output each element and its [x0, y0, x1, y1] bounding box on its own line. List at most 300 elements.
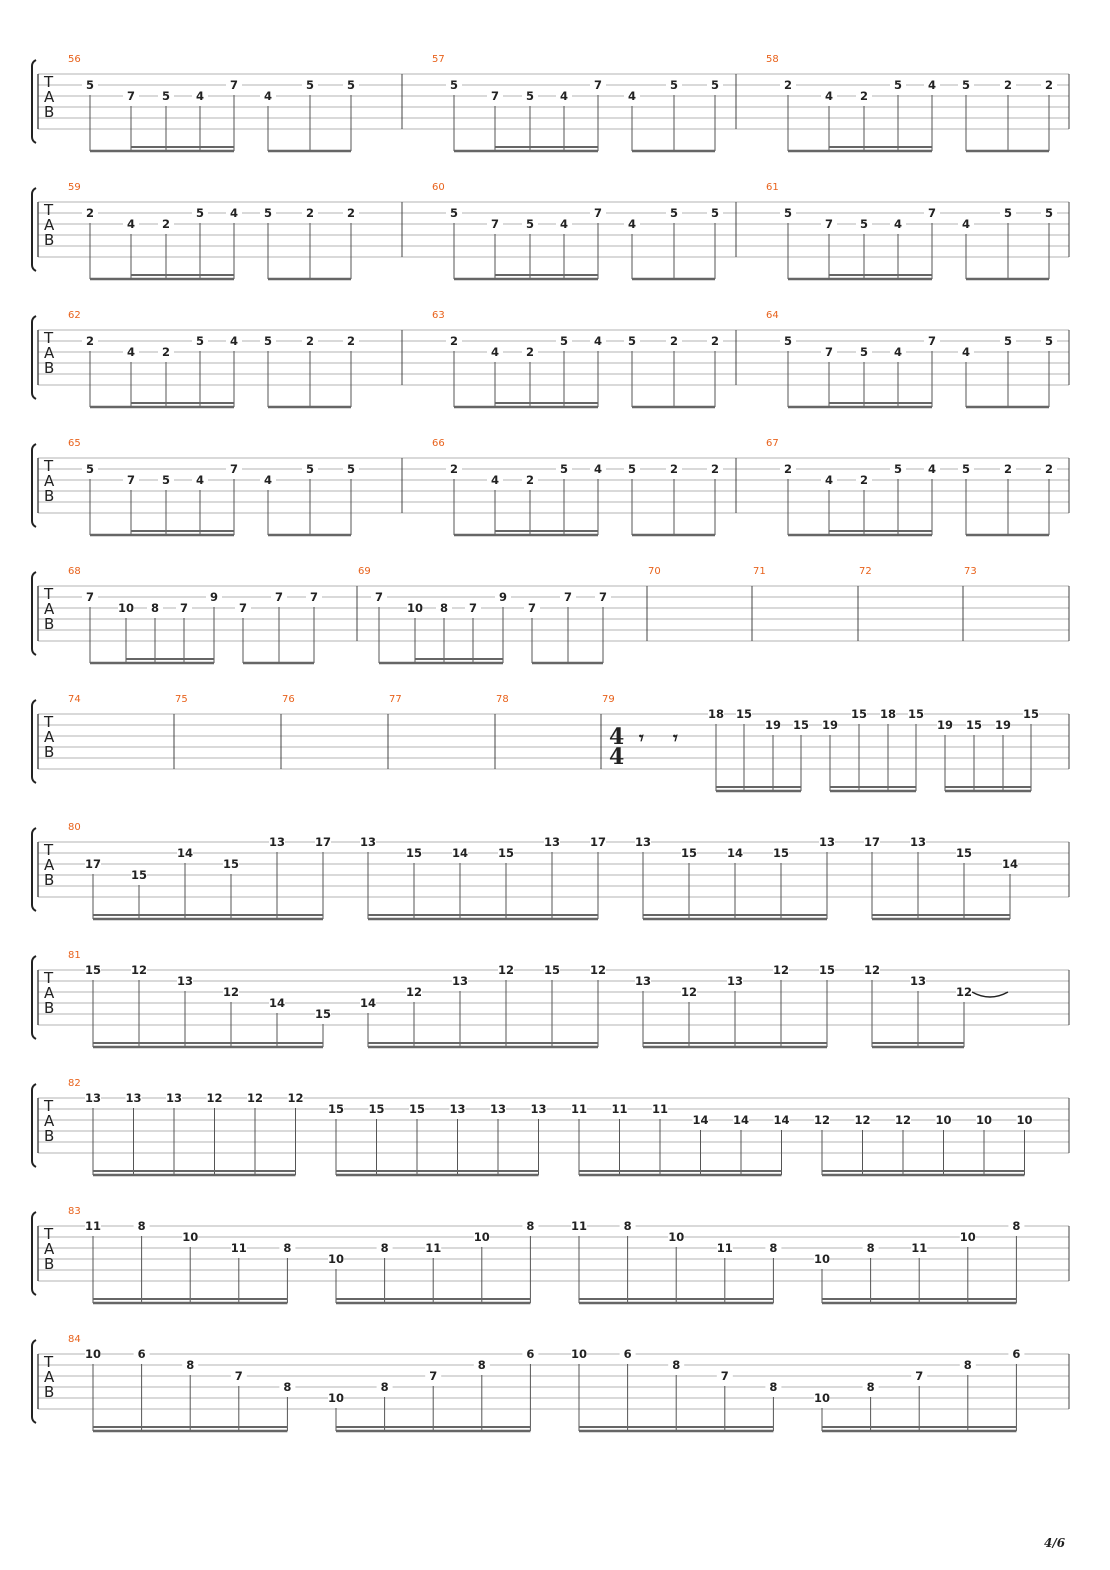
tab-clef-letter: A	[44, 728, 55, 746]
system-bracket	[32, 444, 36, 527]
fret-number: 8	[1012, 1219, 1021, 1233]
fret-number: 4	[195, 89, 205, 103]
fret-number: 15	[497, 846, 515, 860]
fret-number: 10	[935, 1113, 952, 1127]
fret-number: 8	[672, 1358, 681, 1372]
system-bracket	[32, 60, 36, 143]
tab-clef-letter: B	[44, 871, 55, 889]
tab-clef-letter: B	[44, 1127, 55, 1145]
fret-number: 13	[489, 1102, 507, 1116]
fret-number: 11	[716, 1241, 733, 1255]
fret-number: 15	[84, 963, 102, 977]
tab-clef-letter: T	[44, 1225, 54, 1243]
fret-number: 5	[559, 462, 569, 476]
system-68-73	[32, 566, 1069, 663]
fret-number: 2	[1003, 462, 1013, 476]
fret-number: 18	[879, 707, 897, 721]
fret-number: 2	[859, 89, 869, 103]
tab-clef-letter: T	[44, 457, 54, 475]
system-80	[32, 822, 1069, 919]
measure-number: 69	[358, 566, 371, 577]
system-62-64	[32, 310, 1069, 407]
tab-clef-letter: B	[44, 743, 55, 761]
fret-number: 8	[769, 1380, 778, 1394]
fret-number: 2	[449, 462, 459, 476]
fret-number: 4	[893, 217, 903, 231]
tab-clef-letter: A	[44, 1112, 55, 1130]
fret-number: 14	[732, 1113, 750, 1127]
fret-number: 12	[955, 985, 973, 999]
fret-number: 2	[783, 78, 793, 92]
fret-number: 5	[859, 217, 869, 231]
measure-number: 67	[766, 438, 779, 449]
measure-number: 66	[432, 438, 445, 449]
fret-number: 11	[84, 1219, 102, 1233]
tab-clef-letter: A	[44, 984, 55, 1002]
fret-number: 10	[570, 1347, 588, 1361]
fret-number: 11	[651, 1102, 669, 1116]
fret-number: 15	[405, 846, 423, 860]
fret-number: 5	[710, 206, 720, 220]
fret-number: 11	[911, 1241, 928, 1255]
fret-number: 5	[85, 78, 95, 92]
fret-number: 2	[1044, 462, 1054, 476]
tab-clef-letter: T	[44, 713, 54, 731]
fret-number: 14	[773, 1113, 790, 1127]
measure-number: 63	[432, 310, 445, 321]
fret-number: 5	[627, 334, 637, 348]
fret-number: 5	[161, 473, 171, 487]
tab-clef-letter: T	[44, 841, 54, 859]
fret-number: 7	[593, 206, 603, 220]
fret-number: 15	[907, 707, 925, 721]
fret-number: 7	[229, 462, 239, 476]
fret-number: 14	[359, 996, 377, 1010]
fret-number: 8	[186, 1358, 195, 1372]
measure-number: 83	[68, 1206, 81, 1217]
tab-clef-letter: B	[44, 487, 55, 505]
fret-number: 7	[490, 217, 500, 231]
fret-number: 7	[824, 345, 834, 359]
system-65-67	[32, 438, 1069, 535]
fret-number: 5	[525, 217, 535, 231]
fret-number: 13	[451, 974, 469, 988]
fret-number: 17	[84, 857, 102, 871]
fret-number: 5	[346, 78, 356, 92]
measure-number: 58	[766, 54, 779, 65]
fret-number: 10	[327, 1252, 345, 1266]
fret-number: 7	[563, 590, 573, 604]
fret-number: 13	[125, 1091, 142, 1105]
fret-number: 8	[380, 1380, 389, 1394]
fret-number: 8	[866, 1241, 875, 1255]
fret-number: 2	[525, 345, 535, 359]
fret-number: 15	[735, 707, 753, 721]
fret-number: 5	[263, 206, 273, 220]
fret-number: 8	[283, 1241, 292, 1255]
tab-clef-letter: T	[44, 1353, 54, 1371]
fret-number: 12	[589, 963, 607, 977]
fret-number: 13	[449, 1102, 466, 1116]
fret-number: 13	[818, 835, 836, 849]
fret-number: 5	[893, 462, 903, 476]
measure-number: 72	[859, 566, 872, 577]
measure-number: 73	[964, 566, 977, 577]
fret-number: 4	[627, 217, 637, 231]
tab-clef-letter: A	[44, 344, 55, 362]
fret-number: 15	[818, 963, 836, 977]
tab-clef-letter: B	[44, 999, 55, 1017]
system-bracket	[32, 1084, 36, 1167]
fret-number: 12	[222, 985, 240, 999]
fret-number: 5	[1003, 334, 1013, 348]
fret-number: 6	[623, 1347, 632, 1361]
system-bracket	[32, 700, 36, 783]
fret-number: 4	[961, 345, 971, 359]
tab-clef-letter: A	[44, 1240, 55, 1258]
svg-text:4: 4	[609, 744, 625, 770]
fret-number: 2	[710, 334, 720, 348]
fret-number: 15	[965, 718, 983, 732]
fret-number: 12	[130, 963, 148, 977]
fret-number: 4	[593, 462, 603, 476]
fret-number: 5	[449, 206, 459, 220]
fret-number: 10	[327, 1391, 345, 1405]
fret-number: 19	[764, 718, 782, 732]
fret-number: 7	[915, 1369, 924, 1383]
fret-number: 5	[627, 462, 637, 476]
fret-number: 5	[783, 334, 793, 348]
svg-text:4: 4	[609, 724, 625, 750]
fret-number: 4	[263, 89, 273, 103]
fret-number: 11	[230, 1241, 247, 1255]
fret-number: 14	[268, 996, 286, 1010]
system-82	[32, 1078, 1069, 1175]
fret-number: 11	[570, 1102, 588, 1116]
fret-number: 17	[314, 835, 332, 849]
measure-number: 74	[68, 694, 81, 705]
tab-clef-letter: B	[44, 1383, 55, 1401]
fret-number: 15	[850, 707, 868, 721]
fret-number: 2	[85, 206, 95, 220]
system-bracket	[32, 828, 36, 911]
fret-number: 11	[611, 1102, 628, 1116]
fret-number: 15	[314, 1007, 332, 1021]
fret-number: 2	[85, 334, 95, 348]
fret-number: 10	[959, 1230, 976, 1244]
fret-number: 7	[179, 601, 189, 615]
fret-number: 5	[263, 334, 273, 348]
system-59-61	[32, 182, 1069, 279]
tab-clef-letter: A	[44, 216, 55, 234]
tab-clef-letter: A	[44, 600, 55, 618]
fret-number: 4	[490, 345, 500, 359]
fret-number: 14	[451, 846, 469, 860]
measure-number: 64	[766, 310, 779, 321]
tab-clef-letter: B	[44, 359, 55, 377]
fret-number: 15	[543, 963, 561, 977]
tab-clef-letter: A	[44, 856, 55, 874]
tie-mark	[972, 992, 1008, 997]
fret-number: 7	[274, 590, 284, 604]
fret-number: 5	[525, 89, 535, 103]
measure-number: 80	[68, 822, 81, 833]
fret-number: 4	[126, 217, 136, 231]
fret-number: 5	[559, 334, 569, 348]
fret-number: 8	[769, 1241, 778, 1255]
fret-number: 11	[425, 1241, 442, 1255]
fret-number: 8	[150, 601, 160, 615]
fret-number: 13	[176, 974, 194, 988]
eighth-rest: 𝄾	[673, 728, 678, 749]
fret-number: 4	[490, 473, 500, 487]
fret-number: 2	[783, 462, 793, 476]
fret-number: 5	[305, 78, 315, 92]
fret-number: 8	[963, 1358, 972, 1372]
fret-number: 8	[137, 1219, 146, 1233]
time-signature	[609, 724, 624, 770]
fret-number: 10	[1016, 1113, 1033, 1127]
fret-number: 2	[305, 206, 315, 220]
fret-number: 13	[165, 1091, 183, 1105]
fret-number: 4	[893, 345, 903, 359]
measure-number: 81	[68, 950, 81, 961]
fret-number: 6	[526, 1347, 535, 1361]
fret-number: 10	[117, 601, 135, 615]
fret-number: 15	[1022, 707, 1040, 721]
measure-number: 56	[68, 54, 81, 65]
fret-number: 15	[327, 1102, 345, 1116]
fret-number: 8	[623, 1219, 632, 1233]
fret-number: 8	[477, 1358, 486, 1372]
fret-number: 5	[961, 78, 971, 92]
fret-number: 2	[710, 462, 720, 476]
fret-number: 12	[680, 985, 698, 999]
fret-number: 11	[570, 1219, 588, 1233]
fret-number: 7	[429, 1369, 438, 1383]
tab-clef-letter: T	[44, 969, 54, 987]
fret-number: 10	[813, 1391, 831, 1405]
fret-number: 5	[1044, 334, 1054, 348]
fret-number: 18	[707, 707, 725, 721]
system-56-58	[32, 54, 1069, 151]
fret-number: 7	[374, 590, 384, 604]
fret-number: 5	[195, 206, 205, 220]
fret-number: 15	[130, 868, 148, 882]
fret-number: 13	[543, 835, 561, 849]
fret-number: 8	[380, 1241, 389, 1255]
measure-number: 61	[766, 182, 779, 193]
fret-number: 4	[627, 89, 637, 103]
fret-number: 8	[866, 1380, 875, 1394]
fret-number: 15	[792, 718, 810, 732]
measure-number: 65	[68, 438, 81, 449]
fret-number: 14	[726, 846, 744, 860]
fret-number: 19	[994, 718, 1012, 732]
measure-number: 60	[432, 182, 445, 193]
fret-number: 4	[263, 473, 273, 487]
fret-number: 15	[955, 846, 973, 860]
tab-clef-letter: T	[44, 1097, 54, 1115]
fret-number: 4	[229, 206, 239, 220]
measure-number: 70	[648, 566, 661, 577]
fret-number: 12	[813, 1113, 831, 1127]
tab-clef-letter: T	[44, 329, 54, 347]
fret-number: 7	[527, 601, 537, 615]
fret-number: 2	[305, 334, 315, 348]
tab-clef-letter: T	[44, 73, 54, 91]
measure-number: 82	[68, 1078, 81, 1089]
fret-number: 2	[669, 334, 679, 348]
fret-number: 15	[680, 846, 698, 860]
fret-number: 4	[824, 89, 834, 103]
fret-number: 15	[772, 846, 790, 860]
fret-number: 14	[692, 1113, 709, 1127]
fret-number: 7	[824, 217, 834, 231]
fret-number: 17	[589, 835, 607, 849]
fret-number: 17	[863, 835, 881, 849]
fret-number: 19	[936, 718, 954, 732]
system-81	[32, 950, 1069, 1047]
system-83	[32, 1206, 1069, 1303]
fret-number: 10	[473, 1230, 490, 1244]
fret-number: 10	[975, 1113, 993, 1127]
fret-number: 8	[439, 601, 449, 615]
fret-number: 7	[927, 334, 937, 348]
fret-number: 2	[1044, 78, 1054, 92]
fret-number: 9	[209, 590, 219, 604]
fret-number: 2	[669, 462, 679, 476]
measure-number: 62	[68, 310, 81, 321]
fret-number: 10	[813, 1252, 831, 1266]
system-bracket	[32, 1212, 36, 1295]
system-bracket	[32, 956, 36, 1039]
measure-number: 57	[432, 54, 445, 65]
fret-number: 12	[772, 963, 790, 977]
fret-number: 6	[1012, 1347, 1021, 1361]
fret-number: 13	[359, 835, 377, 849]
fret-number: 10	[668, 1230, 685, 1244]
fret-number: 12	[287, 1091, 304, 1105]
fret-number: 5	[669, 78, 679, 92]
tab-clef-letter: A	[44, 1368, 55, 1386]
fret-number: 12	[246, 1091, 264, 1105]
system-bracket	[32, 316, 36, 399]
tab-clef-letter: A	[44, 88, 55, 106]
fret-number: 5	[449, 78, 459, 92]
fret-number: 5	[961, 462, 971, 476]
eighth-rest: 𝄾	[639, 728, 644, 749]
tab-clef-letter: A	[44, 472, 55, 490]
measure-number: 75	[175, 694, 188, 705]
fret-number: 5	[1003, 206, 1013, 220]
fret-number: 5	[305, 462, 315, 476]
system-bracket	[32, 572, 36, 655]
fret-number: 14	[1001, 857, 1019, 871]
fret-number: 7	[309, 590, 319, 604]
fret-number: 7	[490, 89, 500, 103]
fret-number: 10	[182, 1230, 199, 1244]
fret-number: 2	[525, 473, 535, 487]
system-bracket	[32, 188, 36, 271]
measure-number: 84	[68, 1334, 81, 1345]
fret-number: 2	[346, 206, 356, 220]
measure-number: 77	[389, 694, 402, 705]
fret-number: 13	[84, 1091, 102, 1105]
system-bracket	[32, 1340, 36, 1423]
fret-number: 4	[126, 345, 136, 359]
tab-clef-letter: B	[44, 1255, 55, 1273]
fret-number: 5	[85, 462, 95, 476]
tab-clef-letter: T	[44, 201, 54, 219]
fret-number: 13	[726, 974, 744, 988]
fret-number: 19	[821, 718, 839, 732]
measure-number: 79	[602, 694, 615, 705]
fret-number: 7	[927, 206, 937, 220]
measure-number: 76	[282, 694, 295, 705]
fret-number: 7	[468, 601, 478, 615]
tab-clef-letter: T	[44, 585, 54, 603]
fret-number: 5	[161, 89, 171, 103]
measure-number: 68	[68, 566, 81, 577]
fret-number: 7	[720, 1369, 729, 1383]
fret-number: 15	[222, 857, 240, 871]
fret-number: 13	[634, 835, 652, 849]
fret-number: 10	[84, 1347, 102, 1361]
fret-number: 4	[927, 78, 937, 92]
fret-number: 6	[137, 1347, 146, 1361]
fret-number: 13	[634, 974, 652, 988]
fret-number: 7	[126, 89, 136, 103]
fret-number: 4	[195, 473, 205, 487]
fret-number: 13	[909, 835, 927, 849]
tab-clef-letter: B	[44, 615, 55, 633]
fret-number: 5	[783, 206, 793, 220]
fret-number: 4	[824, 473, 834, 487]
fret-number: 15	[408, 1102, 426, 1116]
fret-number: 12	[206, 1091, 223, 1105]
tab-clef-letter: B	[44, 231, 55, 249]
system-74-79	[32, 694, 1069, 791]
fret-number: 7	[598, 590, 608, 604]
fret-number: 12	[894, 1113, 912, 1127]
fret-number: 5	[195, 334, 205, 348]
fret-number: 7	[234, 1369, 243, 1383]
fret-number: 4	[593, 334, 603, 348]
fret-number: 13	[268, 835, 286, 849]
fret-number: 5	[859, 345, 869, 359]
fret-number: 8	[283, 1380, 292, 1394]
fret-number: 4	[927, 462, 937, 476]
fret-number: 7	[238, 601, 248, 615]
fret-number: 5	[346, 462, 356, 476]
fret-number: 12	[405, 985, 423, 999]
measure-number: 59	[68, 182, 81, 193]
fret-number: 8	[526, 1219, 535, 1233]
fret-number: 2	[161, 345, 171, 359]
fret-number: 4	[961, 217, 971, 231]
fret-number: 2	[859, 473, 869, 487]
system-84	[32, 1334, 1069, 1431]
fret-number: 7	[229, 78, 239, 92]
fret-number: 4	[559, 217, 569, 231]
tab-clef-letter: B	[44, 103, 55, 121]
fret-number: 2	[346, 334, 356, 348]
fret-number: 2	[449, 334, 459, 348]
fret-number: 12	[863, 963, 881, 977]
fret-number: 9	[498, 590, 508, 604]
fret-number: 4	[229, 334, 239, 348]
